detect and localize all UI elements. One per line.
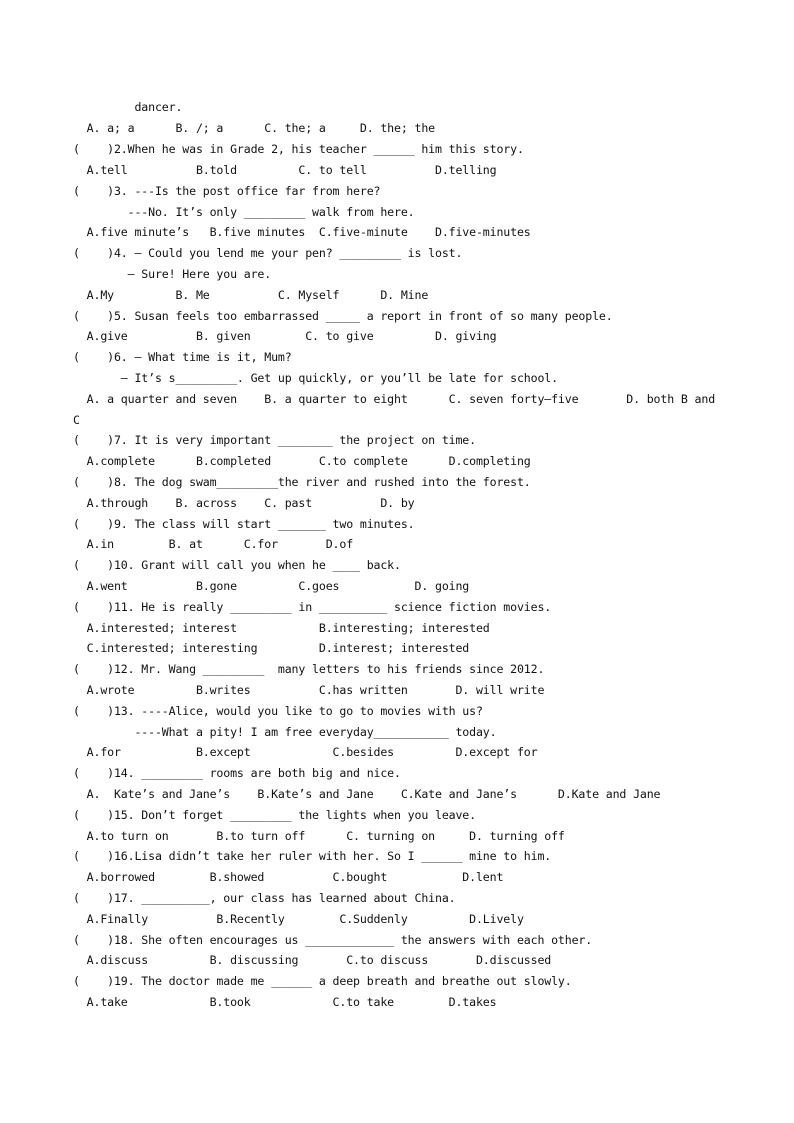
- text-line: A.complete B.completed C.to complete D.completing: [73, 454, 531, 468]
- text-line: A.in B. at C.for D.of: [73, 537, 354, 551]
- text-line: ( )4. — Could you lend me your pen? _________ is lost.: [73, 246, 463, 260]
- text-line: A.tell B.told C. to tell D.telling: [73, 163, 497, 177]
- text-line: A.Finally B.Recently C.Suddenly D.Lively: [73, 912, 524, 926]
- text-line: ( )18. She often encourages us _____________ the answers with each other.: [73, 933, 593, 947]
- text-line: ( )12. Mr. Wang _________ many letters to his friends since 2012.: [73, 662, 545, 676]
- text-line: A. a; a B. /; a C. the; a D. the; the: [73, 121, 435, 135]
- text-line: — Sure! Here you are.: [73, 267, 272, 281]
- text-line: ( )9. The class will start _______ two minutes.: [73, 517, 415, 531]
- text-line: A.through B. across C. past D. by: [73, 496, 415, 510]
- text-line: A. a quarter and seven B. a quarter to eight C. seven forty—five D. both B and: [73, 392, 716, 406]
- text-line: ( )19. The doctor made me ______ a deep breath and breathe out slowly.: [73, 974, 572, 988]
- text-line: ( )17. __________, our class has learned about China.: [73, 891, 456, 905]
- text-line: A.wrote B.writes C.has written D. will write: [73, 683, 545, 697]
- text-line: ( )3. ---Is the post office far from here?: [73, 184, 381, 198]
- text-line: ( )14. _________ rooms are both big and nice.: [73, 766, 401, 780]
- text-line: A.interested; interest B.interesting; interested: [73, 621, 490, 635]
- text-line: A.My B. Me C. Myself D. Mine: [73, 288, 429, 302]
- text-line: A.discuss B. discussing C.to discuss D.discussed: [73, 953, 552, 967]
- text-line: C.interested; interesting D.interest; interested: [73, 641, 470, 655]
- text-line: ( )7. It is very important ________ the project on time.: [73, 433, 476, 447]
- text-line: ( )15. Don’t forget _________ the lights when you leave.: [73, 808, 476, 822]
- text-line: A. Kate’s and Jane’s B.Kate’s and Jane C.Kate and Jane’s D.Kate and Jane: [73, 787, 661, 801]
- text-line: ( )6. — What time is it, Mum?: [73, 350, 292, 364]
- text-line: A.went B.gone C.goes D. going: [73, 579, 470, 593]
- text-line: A.give B. given C. to give D. giving: [73, 329, 497, 343]
- text-line: ( )11. He is really _________ in __________ science fiction movies.: [73, 600, 552, 614]
- text-line: A.take B.took C.to take D.takes: [73, 995, 497, 1009]
- text-line: ( )10. Grant will call you when he ____ back.: [73, 558, 401, 572]
- text-line: ---No. It’s only _________ walk from here.: [73, 205, 415, 219]
- text-line: ( )13. ----Alice, would you like to go to movies with us?: [73, 704, 483, 718]
- text-line: A.for B.except C.besides D.except for: [73, 745, 538, 759]
- text-line: dancer.: [73, 100, 183, 114]
- text-line: ( )8. The dog swam_________the river and rushed into the forest.: [73, 475, 531, 489]
- text-line: ----What a pity! I am free everyday___________ today.: [73, 725, 497, 739]
- text-line: ( )5. Susan feels too embarrassed _____ a report in front of so many people.: [73, 309, 613, 323]
- text-line: A.borrowed B.showed C.bought D.lent: [73, 870, 504, 884]
- text-line: ( )16.Lisa didn’t take her ruler with her. So I ______ mine to him.: [73, 849, 552, 863]
- text-line: A.five minute’s B.five minutes C.five-minute D.five-minutes: [73, 225, 531, 239]
- text-line: C: [73, 413, 80, 427]
- text-line: A.to turn on B.to turn off C. turning on D. turning off: [73, 829, 565, 843]
- text-line: — It’s s_________. Get up quickly, or you’ll be late for school.: [73, 371, 558, 385]
- text-line: ( )2.When he was in Grade 2, his teacher ______ him this story.: [73, 142, 524, 156]
